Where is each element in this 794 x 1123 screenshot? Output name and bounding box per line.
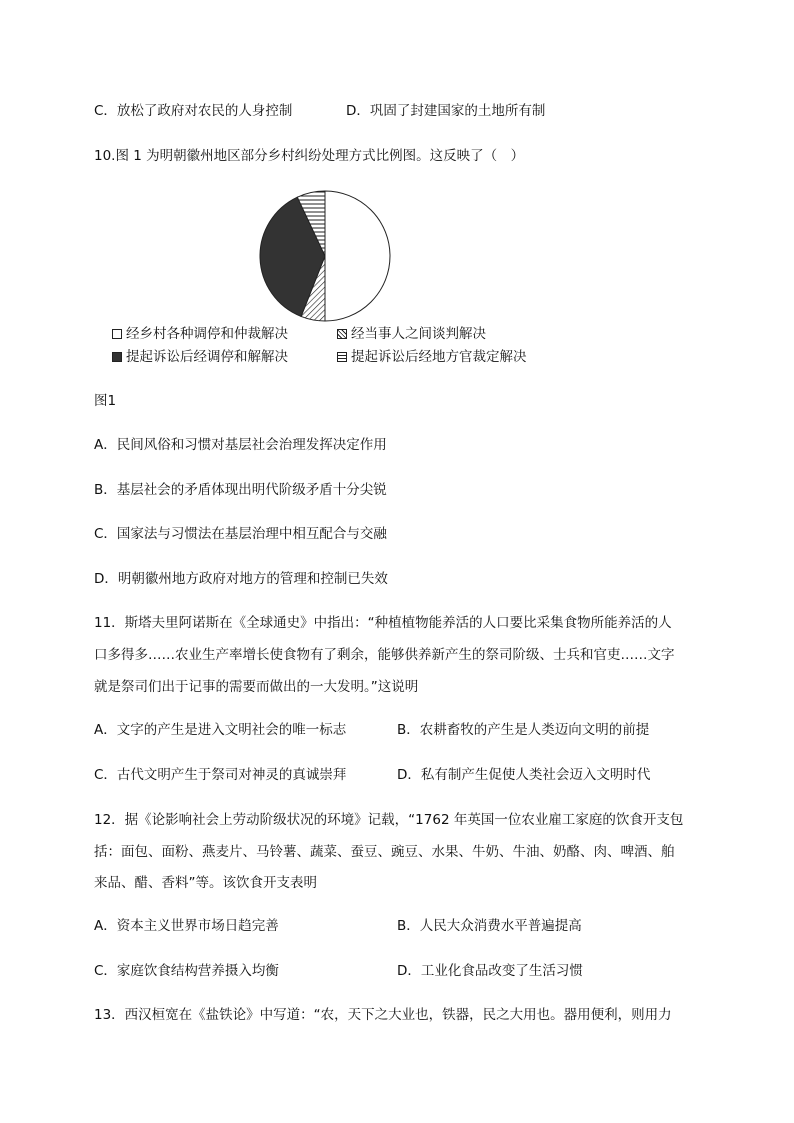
- q11-stem-line-1: 11．斯塔夫里阿诺斯在《全球通史》中指出：“种植植物能养活的人口要比采集食物所能养活的人: [94, 615, 672, 631]
- q11-stem-line-2: 口多得多……农业生产率增长使食物有了剩余，能够供养新产生的祭司阶级、士兵和官吏……文字: [94, 647, 675, 663]
- q12-option-b: B．人民大众消费水平普遍提高: [397, 918, 582, 934]
- legend-swatch-dark: [112, 352, 122, 362]
- q12-option-d: D．工业化食品改变了生活习惯: [397, 963, 583, 979]
- q13-stem-line-1: 13．西汉桓宽在《盐铁论》中写道：“农，天下之大业也，铁器，民之大用也。器用便利，则用力: [94, 1007, 672, 1023]
- q10-option-d: D．明朝徽州地方政府对地方的管理和控制已失效: [94, 571, 388, 587]
- q12-stem-line-3: 来品、醋、香料”等。该饮食开支表明: [94, 875, 317, 891]
- pie-slice-white: [325, 191, 390, 321]
- legend-swatch-horizontal: [337, 352, 347, 362]
- legend-item-lawsuit-mediation: 提起诉讼后经调停和解解决: [112, 347, 288, 367]
- q10-option-c: C．国家法与习惯法在基层治理中相互配合与交融: [94, 526, 387, 542]
- q11-stem-line-3: 就是祭司们出于记事的需要而做出的一大发明。”这说明: [94, 679, 419, 695]
- q12-option-a: A．资本主义世界市场日趋完善: [94, 918, 279, 934]
- q9-option-d: D．巩固了封建国家的土地所有制: [346, 103, 546, 119]
- q10-option-b: B．基层社会的矛盾体现出明代阶级矛盾十分尖锐: [94, 482, 387, 498]
- legend-item-village-mediation: 经乡村各种调停和仲裁解决: [112, 324, 288, 344]
- q10-option-a: A．民间风俗和习惯对基层社会治理发挥决定作用: [94, 437, 387, 453]
- q11-option-b: B．农耕畜牧的产生是人类迈向文明的前提: [397, 722, 650, 738]
- figure-label: 图1: [94, 393, 117, 409]
- legend-item-party-negotiation: 经当事人之间谈判解决: [337, 324, 486, 344]
- q10-stem: 10.图 1 为明朝徽州地区部分乡村纠纷处理方式比例图。这反映了（ ）: [94, 148, 525, 164]
- q12-stem-line-2: 括：面包、面粉、燕麦片、马铃薯、蔬菜、蚕豆、豌豆、水果、牛奶、牛油、奶酪、肉、啤酒、舶: [94, 844, 675, 860]
- q11-option-a: A．文字的产生是进入文明社会的唯一标志: [94, 722, 347, 738]
- legend-item-official-ruling: 提起诉讼后经地方官裁定解决: [337, 347, 527, 367]
- q11-option-d: D．私有制产生促使人类社会迈入文明时代: [397, 767, 651, 783]
- q12-stem-line-1: 12．据《论影响社会上劳动阶级状况的环境》记载，“1762 年英国一位农业雇工家庭的饮食开支包: [94, 812, 684, 828]
- q11-option-c: C．古代文明产生于祭司对神灵的真诚崇拜: [94, 767, 347, 783]
- legend-swatch-diagonal: [337, 329, 347, 339]
- q9-option-c: C．放松了政府对农民的人身控制: [94, 103, 293, 119]
- q12-option-c: C．家庭饮食结构营养摄入均衡: [94, 963, 279, 979]
- legend-swatch-white: [112, 329, 122, 339]
- pie-chart: [250, 186, 400, 332]
